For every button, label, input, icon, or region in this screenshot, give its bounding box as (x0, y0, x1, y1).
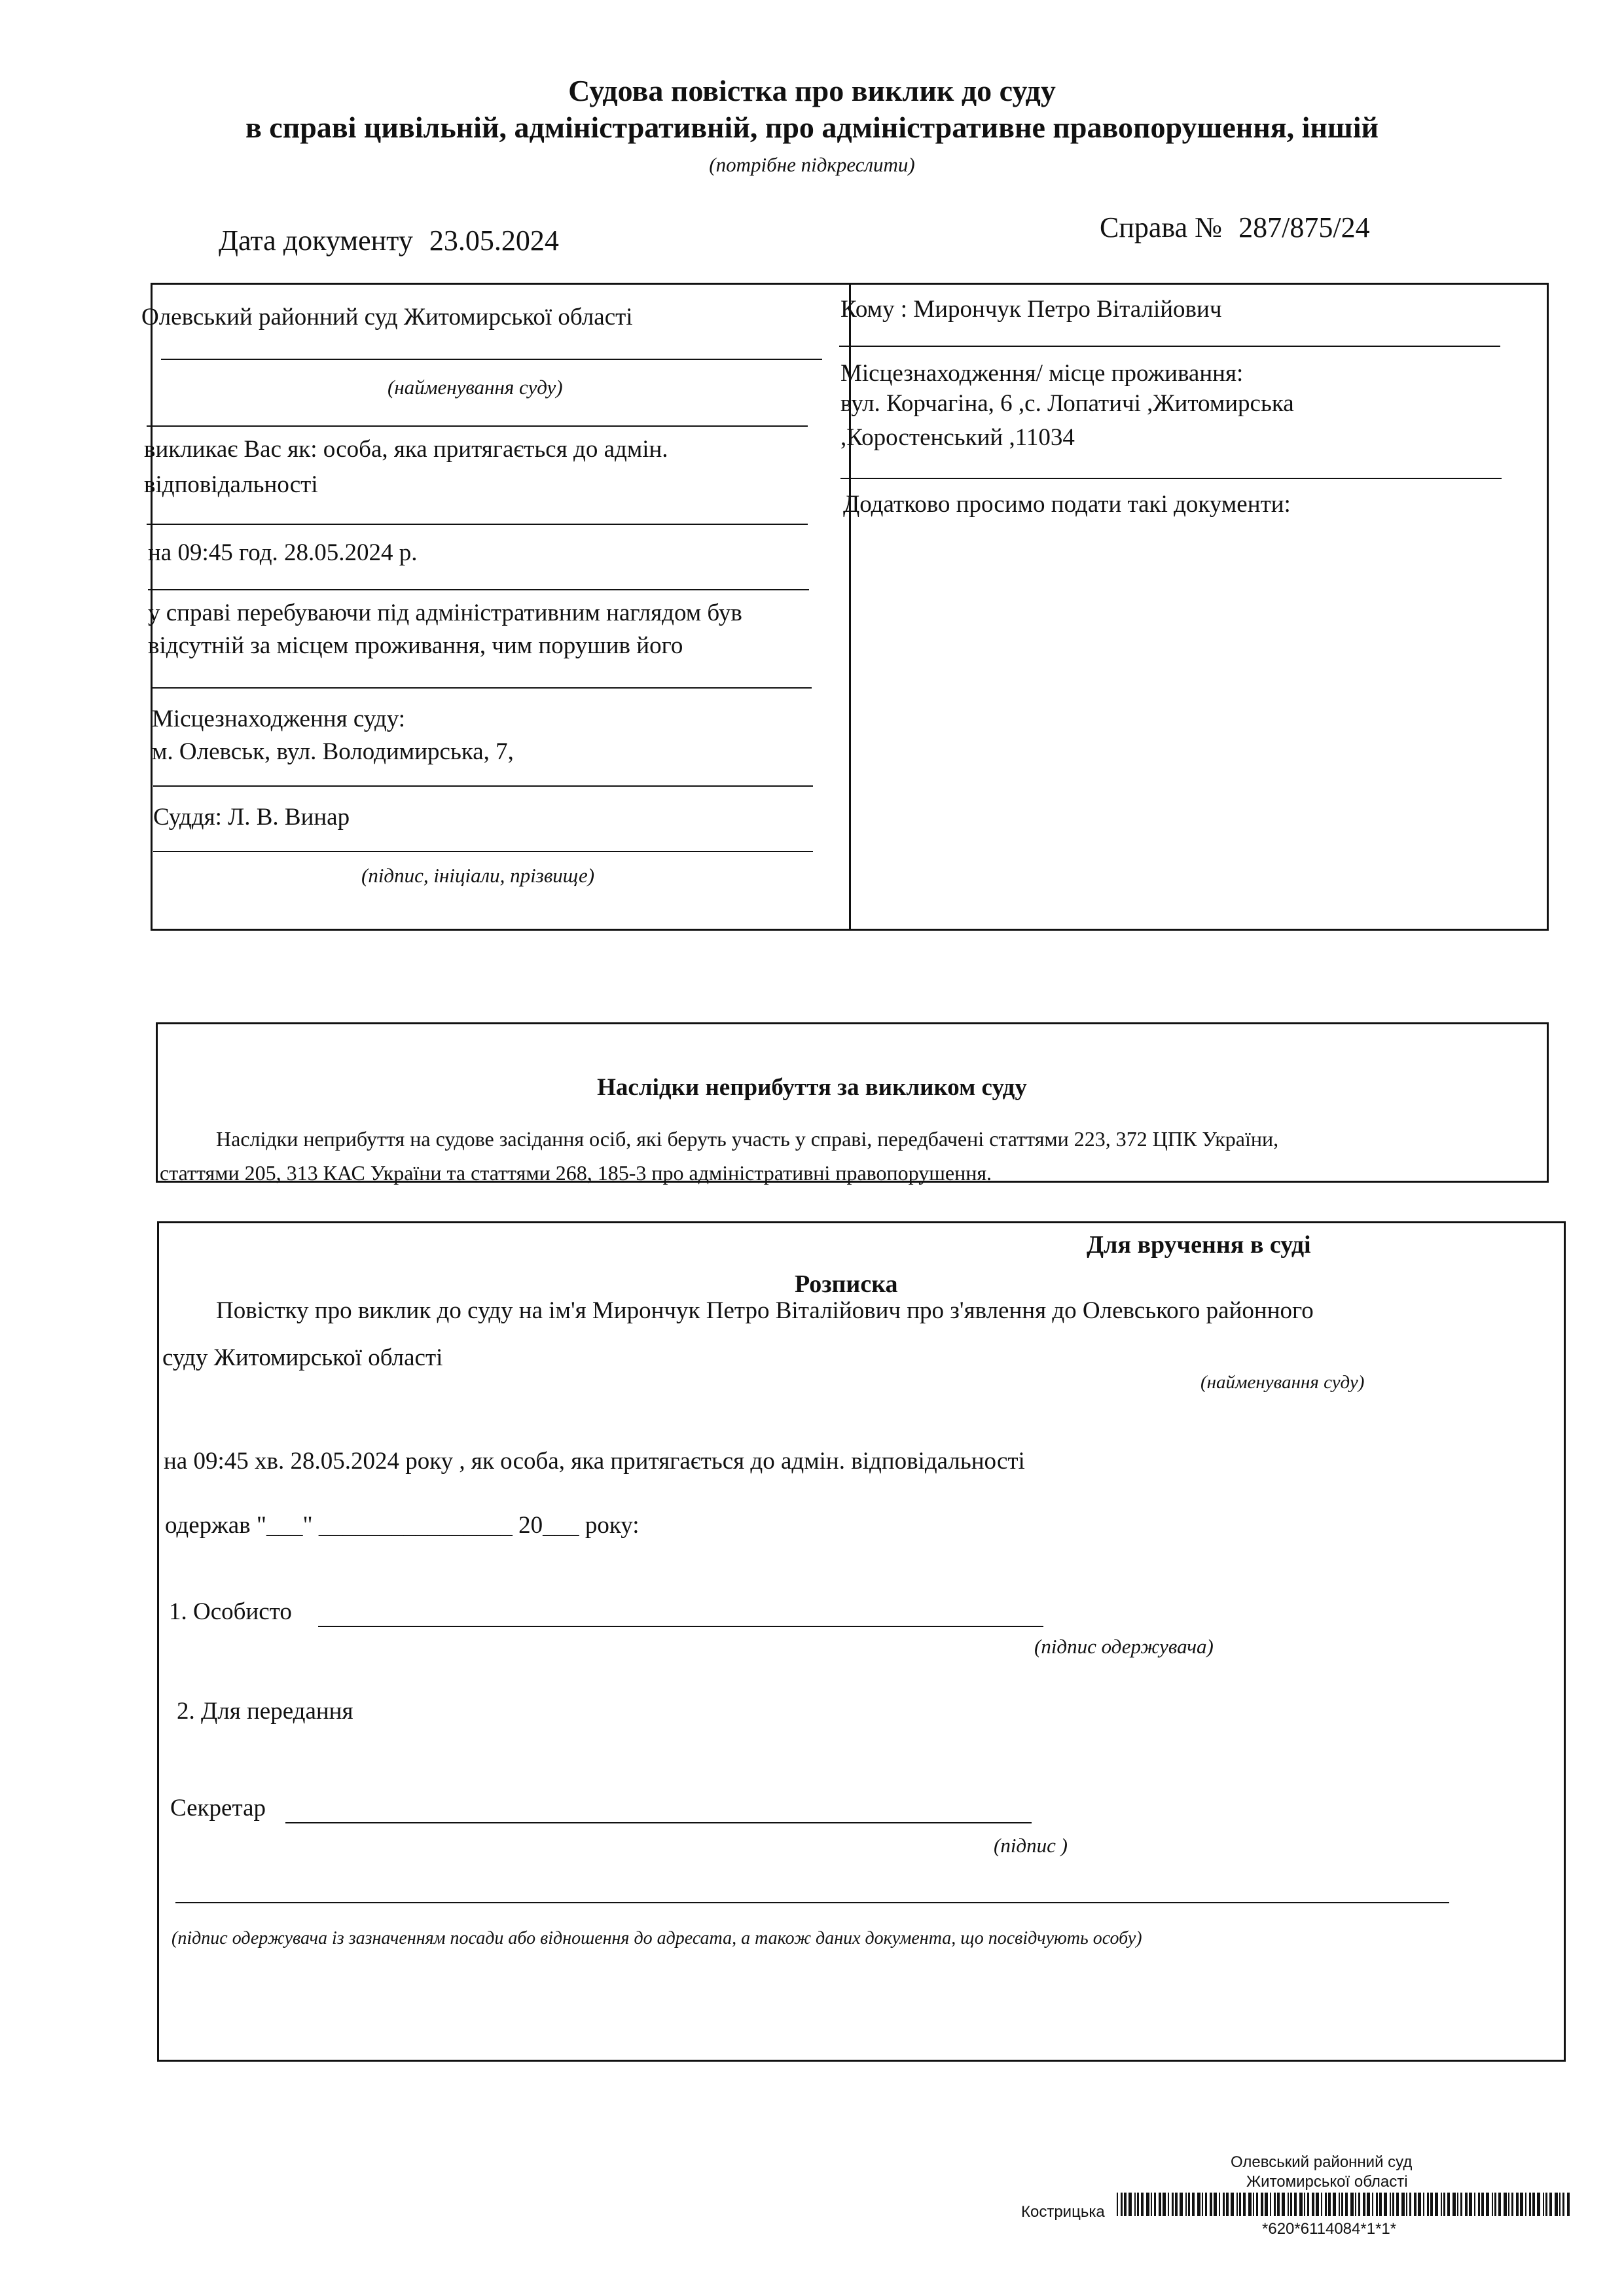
document-date-value: 23.05.2024 (429, 224, 559, 257)
footer-signature-hint: (підпис одержувача із зазначенням посади або відношення до адресата, а також даних документа, що посвідчують особу) (171, 1928, 1142, 1948)
case-description-cont: відсутній за місцем проживання, чим порушив його (148, 632, 683, 659)
barcode-clerk-name: Кострицька (1021, 2203, 1105, 2221)
consequences-box (156, 1022, 1549, 1183)
barcode-number: *620*6114084*1*1* (1262, 2220, 1397, 2238)
extra-documents: Додатково просимо подати такі документи: (843, 491, 1291, 518)
consequences-title: Наслідки неприбуття за викликом суду (597, 1074, 1027, 1101)
personal-signature-line (318, 1626, 1043, 1627)
barcode-icon (1117, 2193, 1575, 2219)
document-date-label: Дата документу (219, 224, 413, 257)
court-name: Олевський районний суд Житомирської області (141, 304, 633, 331)
case-number (1100, 211, 1370, 244)
document-date (219, 224, 559, 257)
divider-line (153, 785, 813, 787)
consequences-text-cont: статтями 205, 313 КАС України та статтями 268, 185-3 про адміністративні правопорушення. (160, 1161, 992, 1185)
underline-hint: (потрібне підкреслити) (709, 153, 915, 176)
barcode-court-region: Житомирської області (1246, 2173, 1408, 2191)
received-date-line: одержав "___" ________________ 20___ року: (165, 1512, 640, 1539)
for-court-note: Для вручення в суді (1087, 1231, 1311, 1259)
judge-signature-line (153, 851, 813, 852)
summons-role: викликає Вас як: особа, яка притягається до адмін. (144, 436, 668, 463)
hearing-time: на 09:45 год. 28.05.2024 р. (148, 539, 418, 566)
secretary-signature-hint: (підпис ) (994, 1834, 1068, 1857)
receipt-hearing-time: на 09:45 хв. 28.05.2024 року , як особа, яка притягається до адмін. відповідальності (164, 1448, 1025, 1475)
divider-line (147, 425, 808, 427)
personal-delivery-label: 1. Особисто (169, 1598, 292, 1625)
barcode-court-name: Олевський районний суд (1231, 2153, 1413, 2171)
court-name-hint: (найменування суду) (388, 376, 563, 399)
recipient-address: вул. Корчагіна, 6 ,с. Лопатичі ,Житомирська (840, 390, 1294, 417)
secretary-label: Секретар (170, 1795, 266, 1821)
footer-signature-line (175, 1902, 1449, 1903)
case-number-label: Справа № (1100, 211, 1223, 243)
judge-name: Суддя: Л. В. Винар (153, 804, 350, 831)
recipient-signature-hint: (підпис одержувача) (1034, 1635, 1214, 1658)
court-location-label: Місцезнаходження суду: (152, 706, 406, 732)
court-location: м. Олевськ, вул. Володимирська, 7, (152, 738, 514, 765)
recipient-address-cont: ,Коростенський ,11034 (840, 424, 1075, 451)
case-number-value: 287/875/24 (1238, 211, 1370, 243)
receipt-court-hint: (найменування суду) (1200, 1372, 1365, 1393)
receipt-summons-text: Повістку про виклик до суду на ім'я Мирончук Петро Віталійович про з'явлення до Олевського районного (216, 1297, 1314, 1324)
divider-line (147, 524, 808, 525)
document-title: Судова повістка про виклик до суду (568, 74, 1056, 107)
court-name-line (161, 359, 822, 360)
receipt-title: Розписка (795, 1270, 898, 1298)
case-description: у справі перебуваючи під адміністративним наглядом був (148, 600, 742, 626)
divider-line (840, 478, 1502, 479)
consequences-text: Наслідки неприбуття на судове засідання осіб, які беруть участь у справі, передбачені статтями 223, 372 ЦПК України, (216, 1127, 1279, 1151)
document-subtitle: в справі цивільній, адміністративній, про адміністративне правопорушення, іншій (245, 111, 1379, 144)
divider-line (839, 346, 1500, 347)
recipient: Кому : Мирончук Петро Віталійович (840, 296, 1222, 323)
address-label: Місцезнаходження/ місце проживання: (840, 360, 1244, 387)
summons-role-cont: відповідальності (144, 471, 318, 498)
judge-signature-hint: (підпис, ініціали, прізвище) (361, 864, 595, 887)
transfer-label: 2. Для передання (177, 1698, 353, 1725)
divider-line (152, 687, 812, 689)
receipt-summons-text-cont: суду Житомирської області (162, 1344, 443, 1371)
divider-line (148, 589, 809, 590)
secretary-signature-line (285, 1822, 1032, 1823)
